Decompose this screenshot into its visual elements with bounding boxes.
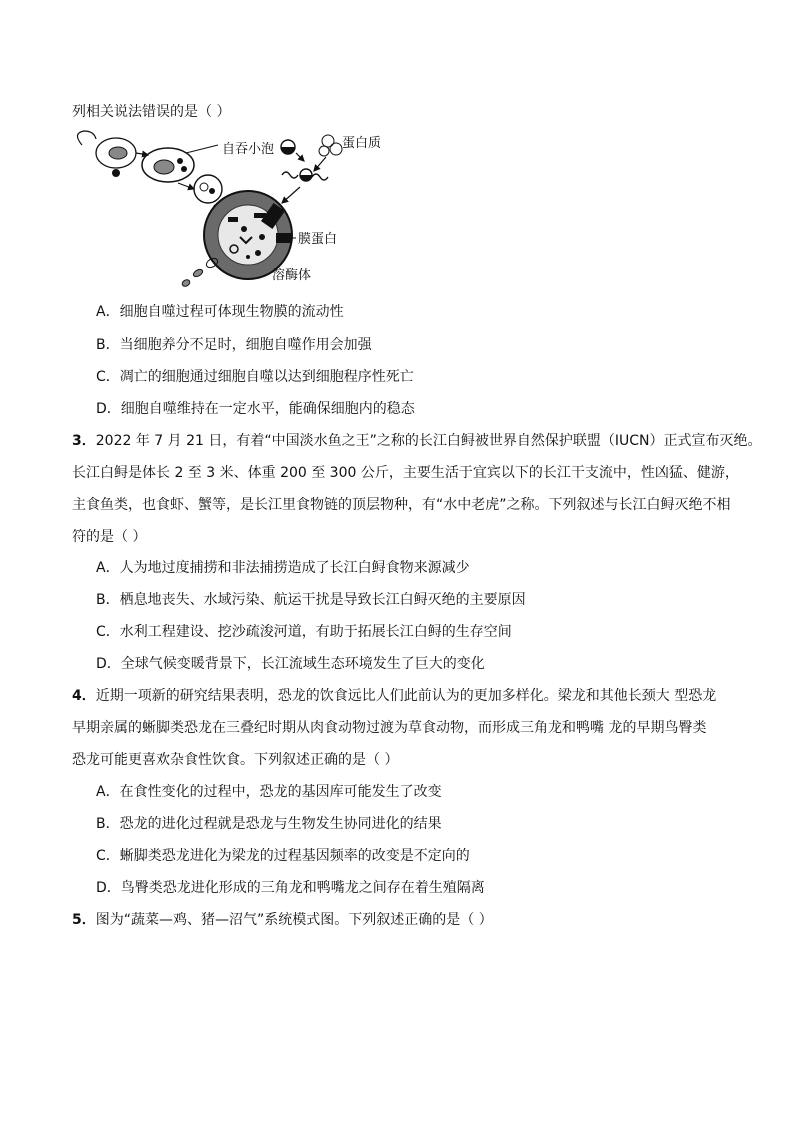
q3-number: 3． xyxy=(72,433,96,449)
q3-option-d[interactable]: D．全球气候变暖背景下，长江流域生态环境发生了巨大的变化 xyxy=(96,656,485,672)
q3-stem-line-2: 长江白鲟是体长 2 至 3 米、体重 200 至 300 公斤，主要生活于宜宾以下的长江干支流中，性凶猛、健游， xyxy=(72,465,739,481)
label-lysosome: 溶酶体 xyxy=(272,268,312,283)
label-membrane-protein: 膜蛋白 xyxy=(298,232,338,247)
q2-option-a[interactable]: A．细胞自噬过程可体现生物膜的流动性 xyxy=(96,304,344,320)
q4-option-a[interactable]: A．在食性变化的过程中，恐龙的基因库可能发生了改变 xyxy=(96,784,442,800)
label-protein: 蛋白质 xyxy=(342,136,382,151)
q4-option-b[interactable]: B．恐龙的进化过程就是恐龙与生物发生协同进化的结果 xyxy=(96,816,442,832)
autophagy-diagram xyxy=(68,125,428,295)
mitochondrion-1 xyxy=(109,147,127,159)
q3-stem-line-4: 符的是（ ） xyxy=(72,529,147,545)
q5-number: 5． xyxy=(72,912,96,928)
q2-option-c[interactable]: C．凋亡的细胞通过细胞自噬以达到细胞程序性死亡 xyxy=(96,369,414,385)
q4-stem-line-1: 4．近期一项新的研究结果表明，恐龙的饮食远比人们此前认为的更加多样化。梁龙和其他长颈大 型恐龙 xyxy=(72,688,717,704)
label-autophagosome: 自吞小泡 xyxy=(222,142,275,157)
q2-stem-tail: 列相关说法错误的是（ ） xyxy=(72,104,231,120)
q4-number: 4． xyxy=(72,688,96,704)
q2-option-b[interactable]: B．当细胞养分不足时，细胞自噬作用会加强 xyxy=(96,337,372,353)
q4-option-d[interactable]: D．鸟臀类恐龙进化形成的三角龙和鸭嘴龙之间存在着生殖隔离 xyxy=(96,880,485,896)
q3-option-b[interactable]: B．栖息地丧失、水域污染、航运干扰是导致长江白鲟灭绝的主要原因 xyxy=(96,592,526,608)
q3-stem-line-1: 3．2022 年 7 月 21 日，有着“中国淡水鱼之王”之称的长江白鲟被世界自然保护联盟（IUCN）正式宣布灭绝。 xyxy=(72,433,762,449)
q3-option-c[interactable]: C．水利工程建设、挖沙疏浚河道，有助于拓展长江白鲟的生存空间 xyxy=(96,624,512,640)
q2-option-d[interactable]: D．细胞自噬维持在一定水平，能确保细胞内的稳态 xyxy=(96,401,415,417)
q5-stem: 5．图为“蔬菜—鸡、猪—沼气”系统模式图。下列叙述正确的是（ ） xyxy=(72,912,493,928)
q4-option-c[interactable]: C．蜥脚类恐龙进化为梁龙的过程基因频率的改变是不定向的 xyxy=(96,848,470,864)
q4-stem-line-3: 恐龙可能更喜欢杂食性饮食。下列叙述正确的是（ ） xyxy=(72,752,399,768)
entry-arrow xyxy=(77,131,96,145)
q4-stem-line-2: 早期亲属的蜥脚类恐龙在三叠纪时期从肉食动物过渡为草食动物，而形成三角龙和鸭嘴 龙的早期鸟臀类 xyxy=(72,720,707,736)
q3-stem-line-3: 主食鱼类，也食虾、蟹等，是长江里食物链的顶层物种，有“水中老虎”之称。下列叙述与长江白鲟灭绝不相 xyxy=(72,497,731,513)
q3-option-a[interactable]: A．人为地过度捕捞和非法捕捞造成了长江白鲟食物来源减少 xyxy=(96,560,470,576)
